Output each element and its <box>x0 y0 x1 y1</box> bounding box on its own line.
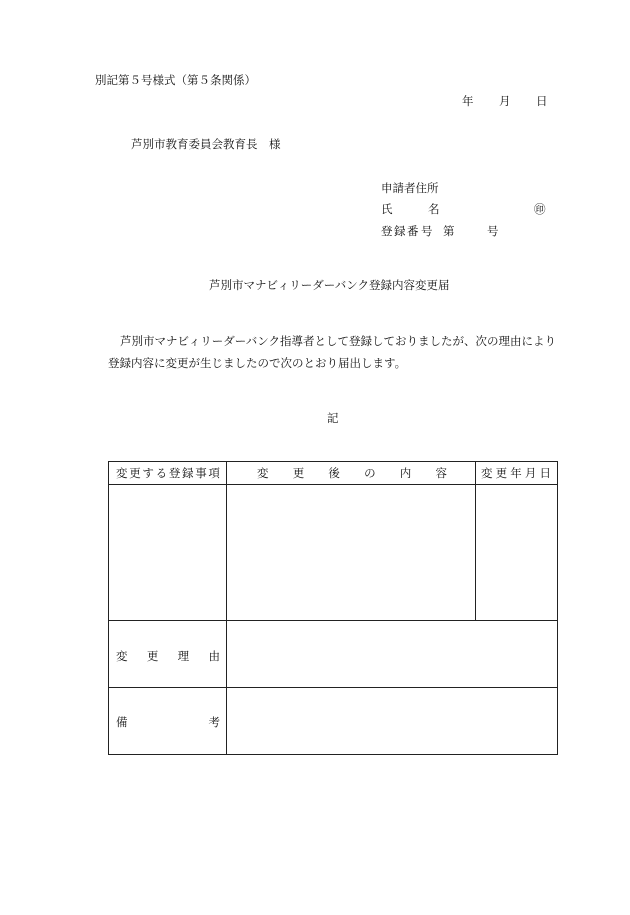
reason-cell[interactable] <box>227 621 557 687</box>
document-title: 芦別市マナビィリーダーバンク登録内容変更届 <box>209 278 450 292</box>
remarks-cell[interactable] <box>227 688 557 754</box>
body-line-2: 登録内容に変更が生じましたので次のとおり届出します。 <box>108 356 407 370</box>
hdr-char: 変 <box>116 466 128 480</box>
hdr-char: 事 <box>195 466 207 480</box>
remarks-label <box>116 714 220 730</box>
remarks-char: 備 <box>116 715 128 729</box>
registration-item-cell[interactable] <box>109 485 226 620</box>
reg-char: 登 <box>381 224 393 238</box>
reason-char: 理 <box>177 649 190 663</box>
change-form-table <box>108 461 558 755</box>
hdr-char: 登 <box>168 466 181 480</box>
reg-char: 号 <box>421 224 433 238</box>
name-label-2: 名 <box>428 202 440 216</box>
hdr-char: 更 <box>495 466 508 480</box>
hdr-char: 日 <box>539 466 551 480</box>
hdr-char: 内 <box>399 466 412 480</box>
hdr-char: 更 <box>129 466 141 480</box>
date-month: 月 <box>499 94 511 108</box>
remarks-char: 考 <box>208 715 220 729</box>
reason-char: 更 <box>146 649 159 663</box>
header-changed-content <box>257 462 447 484</box>
hdr-char: 変 <box>481 466 493 480</box>
header-change-date <box>481 462 551 484</box>
form-number: 別記第５号様式（第５条関係） <box>95 73 256 87</box>
registration-row <box>381 223 511 239</box>
applicant-address-label: 申請者住所 <box>381 181 439 195</box>
hdr-char: 容 <box>435 466 447 480</box>
date-year: 年 <box>462 94 474 108</box>
reg-char: 録 <box>394 224 406 238</box>
hdr-char: の <box>364 466 376 480</box>
hdr-char: 年 <box>510 466 522 480</box>
reg-char: 第 <box>443 224 455 238</box>
hdr-char: 月 <box>524 466 537 480</box>
body-line-1: 芦別市マナビィリーダーバンク指導者として登録しておりましたが、次の理由により <box>120 334 556 348</box>
reason-char: 由 <box>208 649 220 663</box>
seal-icon: ㊞ <box>534 202 546 216</box>
addressee: 芦別市教育委員会教育長 様 <box>131 137 281 151</box>
changed-content-cell[interactable] <box>227 485 475 620</box>
name-label-1: 氏 <box>381 202 393 216</box>
date-day: 日 <box>536 94 548 108</box>
reg-char: 号 <box>487 224 499 238</box>
hdr-char: 録 <box>182 466 194 480</box>
hdr-char: 後 <box>328 466 340 480</box>
reason-label <box>116 648 220 664</box>
hdr-char: 項 <box>208 466 220 480</box>
hdr-char: 変 <box>257 466 269 480</box>
applicant-name-row <box>381 201 551 217</box>
reg-char: 番 <box>407 224 419 238</box>
hdr-char: 更 <box>292 466 305 480</box>
hdr-char: る <box>155 466 168 480</box>
reason-char: 変 <box>116 649 128 663</box>
header-registration-item <box>116 462 220 484</box>
change-date-cell[interactable] <box>476 485 557 620</box>
hdr-char: す <box>142 466 154 480</box>
ki-heading: 記 <box>327 411 339 425</box>
